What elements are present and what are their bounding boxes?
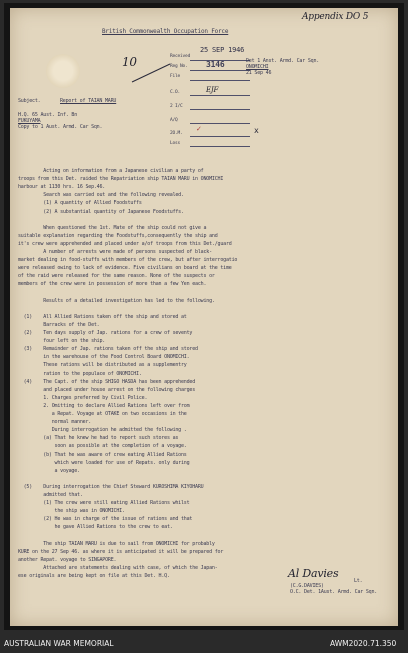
body-line: normal manner. [18,419,92,426]
body-line: Acting on information from a Japanese civilian a party of [18,168,204,174]
stamp-received-label: Received [170,54,191,59]
document-heading: British Commonwealth Occupation Force [102,28,229,35]
body-line: (2) He was in charge of the issue of rations and that [18,516,193,523]
body-line: it's crew were apprehended and placed under a/of troops from this Det./guard [18,240,232,247]
body-line: (2) A substantial quantity of Japanese Foodstuffs. [18,208,184,215]
body-line: (a) That he knew he had to report such stores as [18,435,179,442]
body-line: harbour at 1130 hrs. 16 Sep.46. [18,184,106,191]
body-line: he gave Allied Rations to the crew to eat. [18,524,173,531]
tick-mark: ✓ [196,125,202,133]
signature-title: O.C. Det. 1Aust. Armd. Car Sqn. [290,589,378,595]
stamp-regno-value: 3146 [206,60,225,69]
stamp-received-date: 25 SEP 1946 [200,46,245,54]
body-line: (3) Remainder of Jap. rations taken off the ship and stored [18,346,198,353]
body-line: ration to the populace of ONOMICHI. [18,370,142,377]
stamp-file-label: File [170,74,181,79]
stamp-aq-label: A/Q [170,118,178,123]
addressee-line: ONOMICHI [246,64,269,70]
body-line: Barracks of the Det. [18,321,100,328]
body-line: which were loaded for use of Repats. only during [18,459,190,466]
body-line: members of the crew were in possession of more than a few Yen each. [18,281,207,288]
stamp-regno-label: Reg No. [170,64,188,69]
body-line: troops from this Det. raided the Repatriation ship TAIAN MARU in ONOMICHI [18,176,224,183]
handwritten-signature: Al Davies [288,567,339,580]
signature-rank: Lt. [354,578,363,584]
recipient-line: FUKUYAMA [18,118,41,124]
reference-number: 10 [122,55,137,69]
footer-institution: AUSTRALIAN WAR MEMORIAL [4,639,114,648]
body-line: Results of a detailed investigation has led to the following. [18,297,215,304]
body-line: (2) Ten days supply of Jap. rations for a crew of seventy [18,330,193,336]
stamp-loss-label: Loss [170,141,181,146]
document-page [10,8,398,626]
punch-hole [46,54,80,88]
body-line: These rations will be distributed as a supplementry [18,362,187,369]
addressee-line: 21 Sep 46 [246,70,272,76]
stamp-co-initials: EJF [206,86,219,94]
body-line: and placed under house arrest on the following charges [18,386,196,393]
body-line: Search was carried out and the following revealed. [18,192,184,199]
body-line: four left on the ship. [18,338,106,345]
body-line: (b) That he was aware of crew eating Allied Rations [18,451,187,458]
body-line: ese originals are being kept on file at this Det. H.Q. [18,573,170,579]
body-line: (1) All Allied Rations taken off the ship and stored at [18,313,187,320]
recipient-line: H.Q. 65 Aust. Inf. Bn [18,112,78,118]
body-line: a voyage. [18,467,80,474]
addressee-line: Det 1 Anst. Armd. Car Sqn. [246,58,320,64]
body-line: KURE on the 27 Sep 46. as where it is anticipated it will be prepared for [18,548,224,555]
body-line: (1) A quantity of Allied Foodstuffs [18,200,142,207]
body-line: When questioned the 1st. Mate of the ship could not give a [18,224,207,231]
body-line: were released owing to lack of evidence. Five civilians on board at the time [18,265,232,272]
body-line: The ship TAIAN MARU is due to sail from ONOMICHI for probably [18,540,215,547]
body-line: another Repat. voyage to SINGAPORE. [18,556,117,563]
stamp-co-label: C.O. [170,90,181,95]
cross-mark: x [254,126,259,135]
body-line: a Repat. Voyage at OTAKE on two occasions in the [18,411,187,417]
archive-footer [0,631,408,653]
body-line: (1) The crew were still eating Allied Rations whilst [18,500,190,507]
signature-name: (C.G.DAVIES) [290,583,324,589]
body-line: market dealing in food-stuffs with members of the crew, but after interrogatio [18,257,238,264]
recipient-line: Copy to 1 Aust. Armd. Car Sqn. [18,124,103,130]
subject-label: Subject. [18,98,41,104]
body-line: 1. Charges preferred by Civil Police. [18,394,148,401]
body-line: Attached are statements dealing with case, of which the Japan- [18,564,218,571]
body-line: A number of arrests were made of persons suspected of black- [18,249,212,255]
body-line: During interrogation he admitted the following . [18,427,187,434]
body-line: in the warehouse of the Food Control Board ONOMICHI. [18,354,190,361]
body-line: the ship was in ONOMICHI. [18,508,125,515]
body-line: suitable explanation regarding the Foodstuffs,consequently the ship and [18,232,218,239]
appendix-label: Appendix DO 5 [302,12,369,22]
body-line: of the raid were released for the same reason. None of the suspects or [18,273,215,280]
subject-text: Report of TAIAN MARU [60,98,117,104]
stamp-2ic-label: 2 I/C [170,104,183,109]
body-line: soon as possible at the completion of a voyage. [18,443,187,450]
body-line: 2. Omitting to declare Allied Rations left over from [18,402,190,409]
footer-accession: AWM2020.71.350 [330,639,397,648]
stamp-2qm-label: 2O.M. [170,131,183,136]
body-line: (5) During interrogation the Chief Steward KUROSHIMA KIYOHARU [18,483,204,490]
body-line: (4) The Capt. of the ship SHIGO HASDA has been apprehended [18,378,196,385]
body-line: admitted that. [18,492,83,498]
